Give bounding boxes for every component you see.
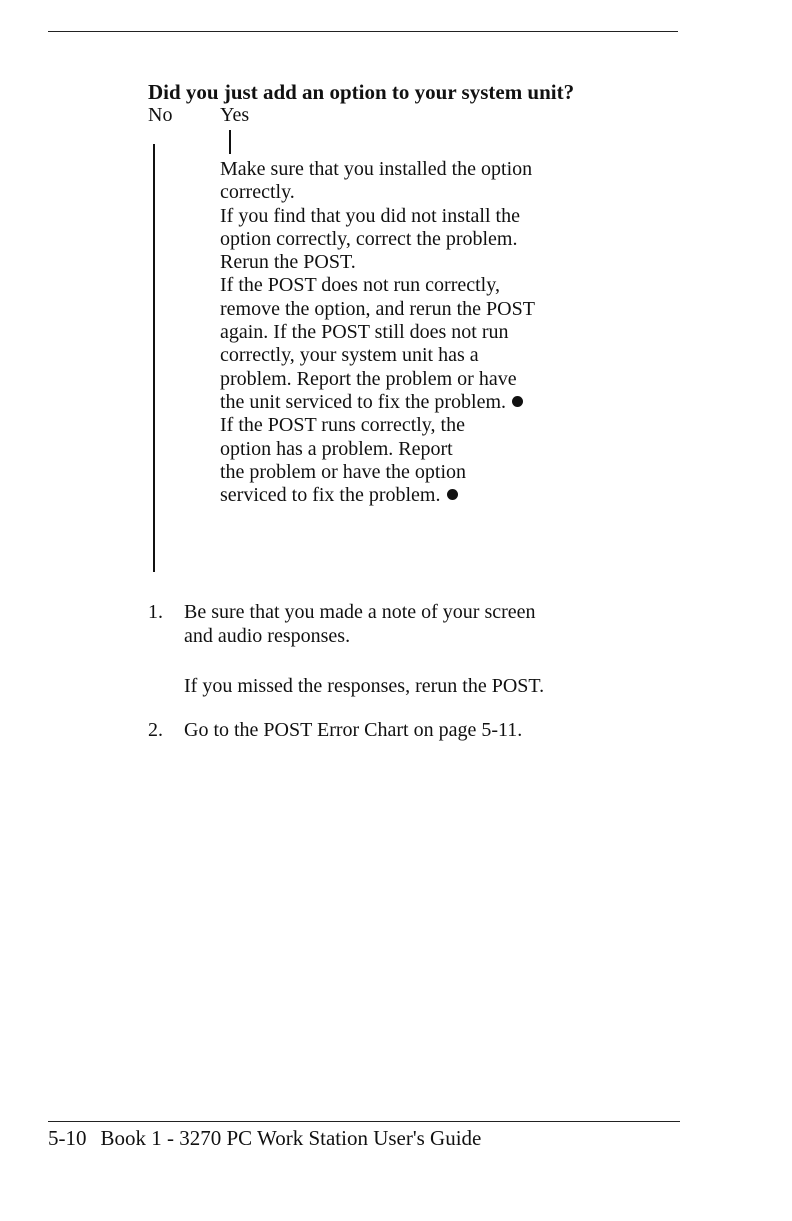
page-number: 5-10 bbox=[48, 1126, 87, 1150]
branch-line: If the POST runs correctly, the bbox=[220, 414, 465, 437]
footer-rule bbox=[48, 1121, 680, 1122]
yes-branch-line bbox=[229, 130, 231, 154]
step-line: Be sure that you made a note of your screen bbox=[184, 601, 536, 623]
step-note: If you missed the responses, rerun the POST. bbox=[184, 675, 545, 697]
branch-line: the problem or have the option bbox=[220, 460, 467, 483]
answer-yes-label: Yes bbox=[220, 104, 250, 126]
branch-line: option has a problem. Report bbox=[220, 437, 453, 460]
branch-line-text: serviced to fix the problem. bbox=[220, 484, 441, 507]
branch-line: option correctly, correct the problem. bbox=[220, 227, 518, 250]
step-number: 2. bbox=[148, 719, 163, 741]
branch-line-end-unit bbox=[220, 391, 660, 414]
step-line: and audio responses. bbox=[184, 625, 351, 647]
header-rule bbox=[48, 31, 678, 32]
end-bullet-icon bbox=[447, 489, 458, 500]
branch-line: correctly, your system unit has a bbox=[220, 344, 479, 367]
branch-line: Make sure that you installed the option bbox=[220, 158, 533, 180]
branch-line: Rerun the POST. bbox=[220, 251, 356, 274]
branch-line-text: the unit serviced to fix the problem. bbox=[220, 390, 507, 413]
step-line: Go to the POST Error Chart on page 5-11. bbox=[184, 719, 523, 741]
step-body bbox=[184, 718, 684, 742]
question-heading: Did you just add an option to your system unit? bbox=[148, 80, 575, 104]
yes-branch-text bbox=[220, 158, 660, 507]
branch-line: again. If the POST still does not run bbox=[220, 321, 509, 344]
end-bullet-icon bbox=[512, 396, 523, 407]
branch-line: problem. Report the problem or have bbox=[220, 367, 517, 390]
branch-line-end-option bbox=[220, 484, 660, 507]
step-number: 1. bbox=[148, 601, 163, 623]
branch-line: If you find that you did not install the bbox=[220, 204, 520, 227]
answer-no-label: No bbox=[148, 104, 173, 126]
no-branch-line bbox=[153, 144, 155, 572]
book-title: Book 1 - 3270 PC Work Station User's Guide bbox=[100, 1126, 482, 1150]
page-footer bbox=[48, 1126, 481, 1151]
step-body bbox=[184, 600, 684, 698]
branch-line: correctly. bbox=[220, 181, 295, 204]
branch-line: remove the option, and rerun the POST bbox=[220, 297, 535, 320]
branch-line: If the POST does not run correctly, bbox=[220, 274, 500, 297]
